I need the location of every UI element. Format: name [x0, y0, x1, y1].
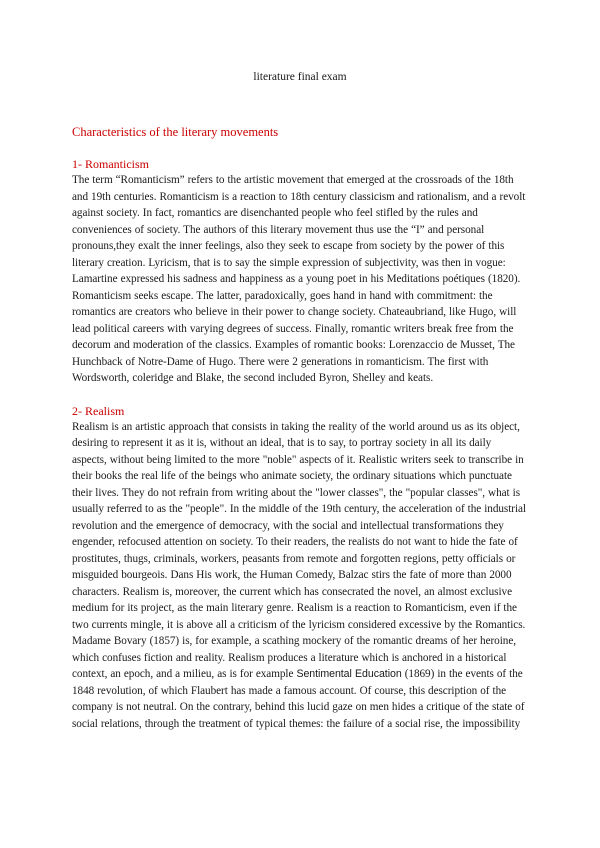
- sentimental-education-title: Sentimental Education: [296, 668, 402, 680]
- romanticism-paragraph: The term “Romanticism” refers to the artistic movement that emerged at the crossroads of the 18th and 19th centuries. Romanticism is a reaction to 18th century classicism and rationalism, and a revolt against society. In fact, romantics are disenchanted people who feel stifled by the rules and conveniences of society. The authors of this literary movement thus use the “I” and personal pronouns,they exalt the inner feelings, also they seek to escape from society by the power of this literary creation. Lyricism, that is to say the simple expression of subjectivity, was then in vogue: Lamartine expressed his sadness and happiness as a young poet in his Meditations poétiques (1820). Romanticism seeks escape. The latter, paradoxically, goes hand in hand with commitment: the romantics are creators who believe in their power to change society. Chateaubriand, like Hugo, will lead political careers with varying degrees of success. Finally, romantic writers break free from the decorum and moderation of the classics. Examples of romantic books: Lorenzaccio de Musset, The Hunchback of Notre-Dame of Hugo. There were 2 generations in romanticism. The first with Wordsworth, coleridge and Blake, the second included Byron, Shelley and keats.: [72, 174, 526, 384]
- realism-heading: 2- Realism: [72, 403, 125, 418]
- realism-paragraph: [72, 419, 528, 733]
- section-heading: Characteristics of the literary movements: [72, 125, 279, 139]
- realism-text-part-2: (1869) in the events of the 1848 revolution, of which Flaubert has made a famous account. Of course, this description of the company is not neutral. On the contrary, behind this lucid gaze on men hides a critique of the state of social relations, through the treatment of typical themes: the failure of a social rise, the impossibility: [72, 668, 525, 730]
- document-title: literature final exam: [253, 71, 347, 83]
- romanticism-heading: 1- Romanticism: [72, 157, 149, 171]
- document-page: [72, 68, 528, 748]
- realism-text-part-1: Realism is an artistic approach that consists in taking the reality of the world around us as its object, desiring to represent it as it is, without an ideal, that is to say, to portray society in all its daily aspects, without being limited to the more "noble" aspects of it. Realistic writers seek to transcribe in their books the real life of the beings who animate society, the ordinary situations which punctuate their lives. They do not refrain from writing about the "lower classes", the "popular classes", what is usually referred to as the "people". In the middle of the 19th century, the acceleration of the industrial revolution and the emergence of democracy, with the social and intellectual transformations they engender, refocused attention on society. To their readers, the realists do not want to hide the fate of prostitutes, thugs, criminals, workers, peasants from remote and forgotten regions, petty officials or misguided bourgeois. Dans His work, the Human Comedy, Balzac stirs the fate of more than 2000 characters. Realism is, moreover, the current which has consecrated the novel, an almost exclusive medium for its project, as the main literary genre. Realism is a reaction to Romanticism, even if the two currents mingle, it is above all a criticism of the lyricism considered excessive by the Romantics. Madame Bovary (1857) is, for example, a scathing mockery of the romantic dreams of her heroine, which confuses fiction and reality. Realism produces a literature which is anchored in a historical context, an epoch, and a milieu, as is for example: [72, 420, 526, 680]
